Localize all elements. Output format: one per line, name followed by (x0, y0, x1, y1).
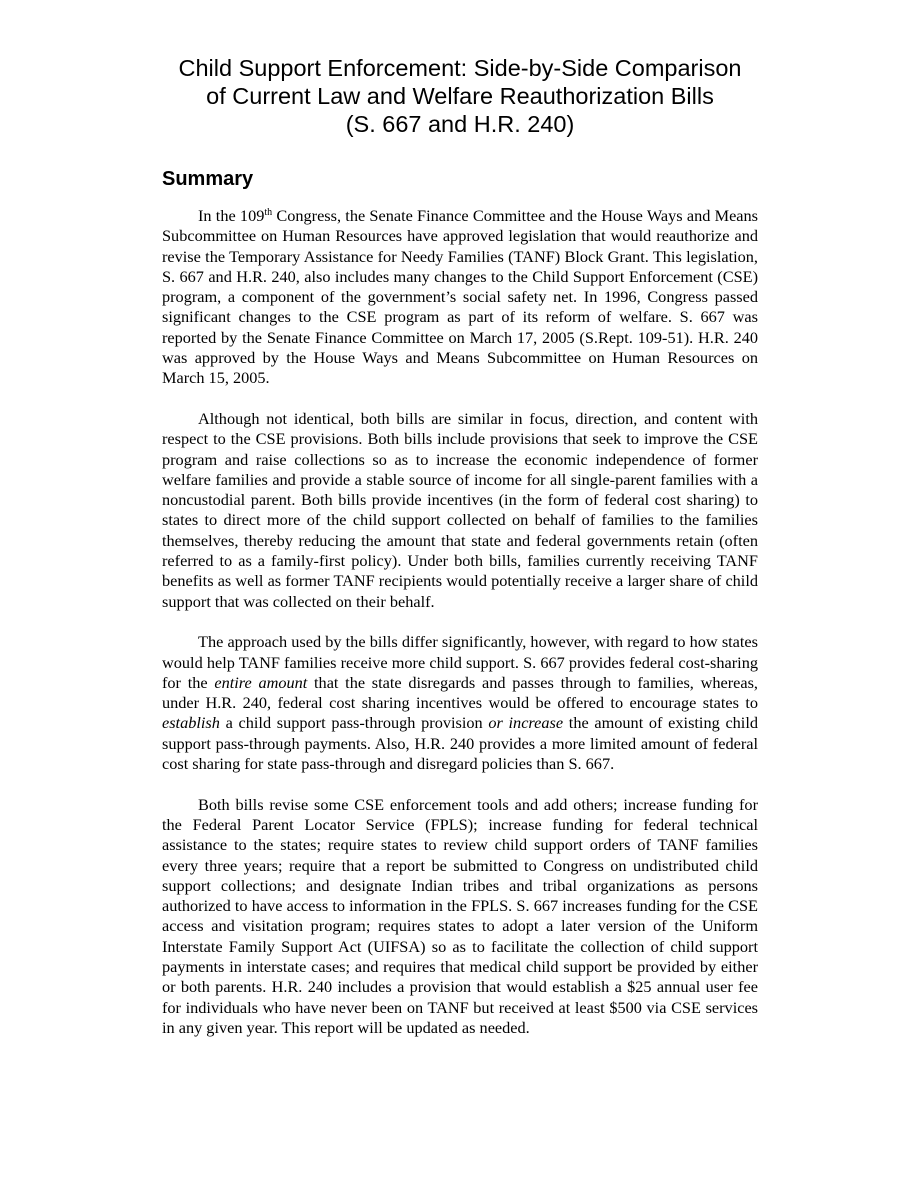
title-line-3: (S. 667 and H.R. 240) (345, 111, 575, 137)
paragraph-1-lead: In the 109 (198, 206, 265, 225)
document-page (162, 54, 758, 1038)
paragraph-3-part-1: The approach used by the bills differ significantly, however, with regard to how states would help TANF families receive more child support. S. 667 provides federal cost-sharing for the (162, 632, 758, 692)
paragraph-4: Both bills revise some CSE enforcement tools and add others; increase funding for the Federal Parent Locator Service (FPLS); increase funding for federal technical assistance to the states; require states to review child support orders of TANF families every three years; require that a report be submitted to Congress on undistributed child support collections; and designate Indian tribes and tribal organizations as persons authorized to have access to information in the FPLS. S. 667 increases funding for the CSE access and visitation program; requires states to adopt a later version of the Uniform Interstate Family Support Act (UIFSA) so as to facilitate the collection of child support payments in interstate cases; and requires that medical child support be provided by either or both parents. H.R. 240 includes a provision that would establish a $25 annual user fee for individuals who have never been on TANF but received at least $500 via CSE services in any given year. This report will be updated as needed. (162, 794, 758, 1037)
paragraph-3-part-2: that the state disregards and passes through to families, whereas, under H.R. 240, federal cost sharing incentives would be offered to encourage states to (162, 672, 758, 713)
emphasis-entire-amount: entire amount (214, 672, 308, 692)
summary-heading: Summary (162, 168, 254, 190)
title-line-1: Child Support Enforcement: Side-by-Side Comparison (178, 55, 742, 81)
paragraph-1 (162, 206, 758, 389)
paragraph-3 (162, 632, 758, 774)
title-line-2: of Current Law and Welfare Reauthorization Bills (206, 83, 714, 109)
paragraph-3-part-3: a child support pass-through provision (219, 713, 489, 733)
emphasis-establish: establish (162, 713, 220, 733)
paragraph-2: Although not identical, both bills are similar in focus, direction, and content with respect to the CSE provisions. Both bills include provisions that seek to improve the CSE program and raise collections so as to increase the economic independence of former welfare families and provide a stable source of income for all single-parent families with a noncustodial parent. Both bills provide incentives (in the form of federal cost sharing) to states to direct more of the child support collected on behalf of families to the families themselves, thereby reducing the amount that state and federal governments retain (often referred to as a family-first policy). Under both bills, families currently receiving TANF benefits as well as former TANF recipients would potentially receive a larger share of child support that was collected on their behalf. (162, 408, 758, 611)
emphasis-or-increase: or increase (488, 713, 564, 733)
ordinal-superscript: th (264, 207, 273, 218)
document-title (162, 54, 758, 138)
paragraph-3-part-4: the amount of existing child support pass-through payments. Also, H.R. 240 provides a more limited amount of federal cost sharing for state pass-through and disregard policies than S. 667. (162, 713, 758, 774)
paragraph-1-rest: Congress, the Senate Finance Committee and the House Ways and Means Subcommittee on Human Resources have approved legislation that would reauthorize and revise the Temporary Assistance for Needy Families (TANF) Block Grant. This legislation, S. 667 and H.R. 240, also includes many changes to the Child Support Enforcement (CSE) program, a component of the government’s social safety net. In 1996, Congress passed significant changes to the CSE program as part of its reform of welfare. S. 667 was reported by the Senate Finance Committee on March 17, 2005 (S.Rept. 109-51). H.R. 240 was approved by the House Ways and Means Subcommittee on Human Resources on March 15, 2005. (162, 206, 759, 388)
